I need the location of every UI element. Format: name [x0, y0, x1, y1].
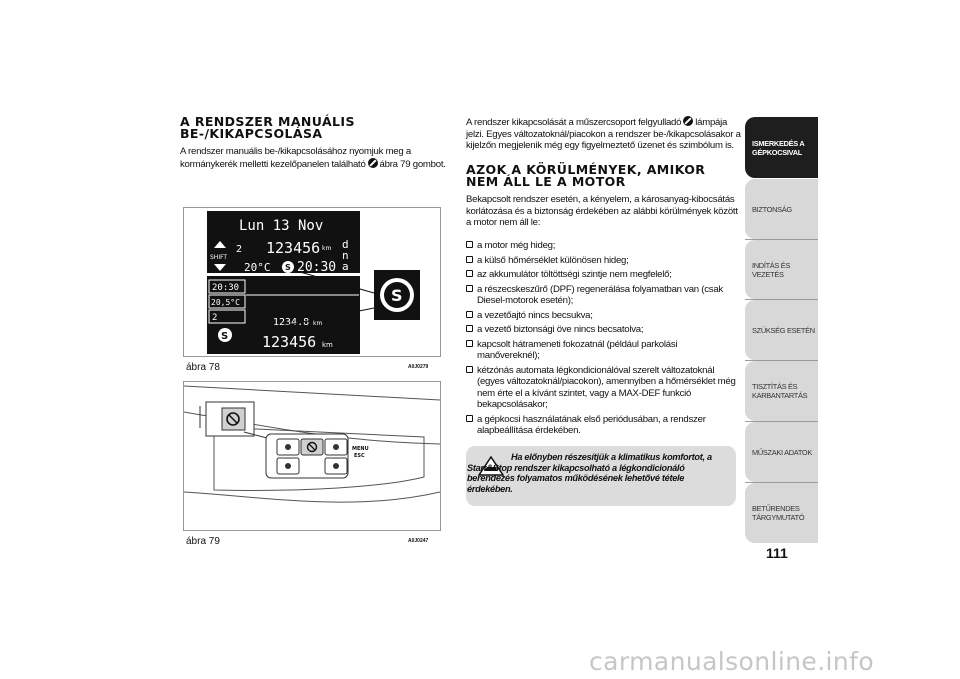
figure-79-caption: ábra 79: [186, 536, 220, 547]
display-gear-letter-2: n: [342, 249, 349, 262]
list-item: az akkumulátor töltöttségi szintje nem megfelelő;: [466, 269, 738, 281]
tab-inditas[interactable]: INDÍTÁS ÉS VEZETÉS: [745, 240, 818, 299]
conditions-paragraph: Bekapcsolt rendszer esetén, a kényelem, a károsanyag-kibocsátás korlátozása és a biztonság érdekében az alábbi körülmények között a motor nem áll le:: [466, 194, 738, 228]
display-odometer-bottom: 123456: [262, 333, 317, 351]
tab-ismerkedes[interactable]: ISMERKEDÉS A GÉPKOCSIVAL: [745, 117, 818, 178]
start-stop-off-lamp-icon: [683, 116, 693, 126]
tab-betűrendes[interactable]: BETŰRENDES TÁRGYMUTATÓ: [745, 483, 818, 543]
display-temp: 20°C: [244, 261, 271, 274]
checkbox-bullet-icon: [466, 366, 473, 373]
light-2-icon: [333, 463, 339, 469]
list-item: a külső hőmérséklet különösen hideg;: [466, 255, 738, 267]
display-shift: SHIFT: [210, 254, 228, 261]
checkbox-bullet-icon: [466, 325, 473, 332]
rear-fog-icon: [285, 463, 291, 469]
section-title-manual: A RENDSZER MANUÁLIS BE-/KIKAPCSOLÁSA: [180, 114, 355, 141]
display-km-unit: km: [322, 245, 332, 252]
page-number: 111: [766, 545, 788, 561]
esc-label: ESC: [354, 453, 365, 459]
intro-paragraph: A rendszer kikapcsolását a műszercsoport felgyulladó lámpája jelzi. Egyes változatoknál/piacokon a rendszer be-/kikapcsolásakor a kijelzőn megjelenik még egy figyelmeztető üzenet és szimbólum is.: [466, 117, 741, 151]
display-trip-unit: km: [313, 320, 323, 327]
checkbox-bullet-icon: [466, 256, 473, 263]
figure-79-code: A0J0247: [408, 538, 429, 544]
figure-78-caption: ábra 78: [186, 362, 220, 373]
display-gear-letter-1: d: [342, 238, 349, 251]
display-odometer-top: 123456: [266, 239, 321, 257]
checkbox-bullet-icon: [466, 270, 473, 277]
checkbox-bullet-icon: [466, 340, 473, 347]
light-icon: [333, 444, 339, 450]
checkbox-bullet-icon: [466, 415, 473, 422]
watermark: carmanualsonline.info: [589, 647, 875, 676]
figure-78-code: A0J0279: [408, 364, 429, 370]
checkbox-bullet-icon: [466, 285, 473, 292]
svg-text:S: S: [221, 331, 229, 342]
figure-79: [183, 381, 441, 531]
display-date: Lun 13 Nov: [239, 218, 324, 234]
tab-biztonsag[interactable]: BIZTONSÁG: [745, 179, 818, 239]
tab-muszaki[interactable]: MŰSZAKI ADATOK: [745, 422, 818, 482]
warning-text: Ha előnyben részesítjük a klimatikus komfortot, a Start&Stop rendszer kikapcsolható a légkondicionáló berendezés folyamatos működésének lehetővé tétele érdekében.: [467, 452, 712, 494]
list-item: a gépkocsi használatának első periódusában, a rendszer alapbeállítása érdekében.: [466, 414, 738, 437]
list-item: a részecskeszűrő (DPF) regenerálása folyamatban van (csak Diesel-motorok esetén);: [466, 284, 738, 307]
tab-szukseg[interactable]: SZÜKSÉG ESETÉN: [745, 300, 818, 360]
display-left-time: 20:30: [212, 283, 240, 293]
start-stop-off-icon: [368, 158, 378, 168]
display-trip: 1234.8: [273, 317, 310, 328]
conditions-list: [466, 240, 738, 440]
figure-78: [183, 207, 441, 357]
display-left-gear: 2: [212, 313, 218, 323]
display-time: 20:30: [297, 260, 337, 275]
list-item: a motor még hideg;: [466, 240, 738, 252]
tab-tisztitas[interactable]: TISZTÍTÁS ÉS KARBANTARTÁS: [745, 361, 818, 421]
list-item: kapcsolt hátrameneti fokozatnál (például parkolási manővereknél);: [466, 339, 738, 362]
menu-label: MENU: [352, 446, 369, 452]
list-item: kétzónás automata légkondicionálóval szerelt változatoknál (egyes változatoknál/piacokon), amennyiben a hőmérséklet még nem érte el a kívánt szintet, vagy a MAX-DEF funkció bekapcsolásakor;: [466, 365, 738, 411]
manual-paragraph: A rendszer manuális be-/kikapcsolásához nyomjuk meg a kormánykerék melletti kezelőpanelen található ábra 79 gombot.: [180, 146, 446, 170]
svg-text:S: S: [391, 286, 403, 305]
fog-light-icon: [285, 444, 291, 450]
svg-text:S: S: [285, 263, 291, 272]
list-item: a vezetőajtó nincs becsukva;: [466, 310, 738, 322]
display-gear-top: 2: [236, 244, 243, 255]
display-gear-letter-3: a: [342, 260, 349, 273]
display-odometer-bottom-unit: km: [322, 341, 333, 349]
display-left-temp: 20,5°C: [211, 298, 240, 307]
section-title-conditions: AZOK A KÖRÜLMÉNYEK, AMIKOR NEM ÁLL LE A MOTOR: [466, 162, 706, 189]
checkbox-bullet-icon: [466, 311, 473, 318]
checkbox-bullet-icon: [466, 241, 473, 248]
list-item: a vezető biztonsági öve nincs becsatolva;: [466, 324, 738, 336]
